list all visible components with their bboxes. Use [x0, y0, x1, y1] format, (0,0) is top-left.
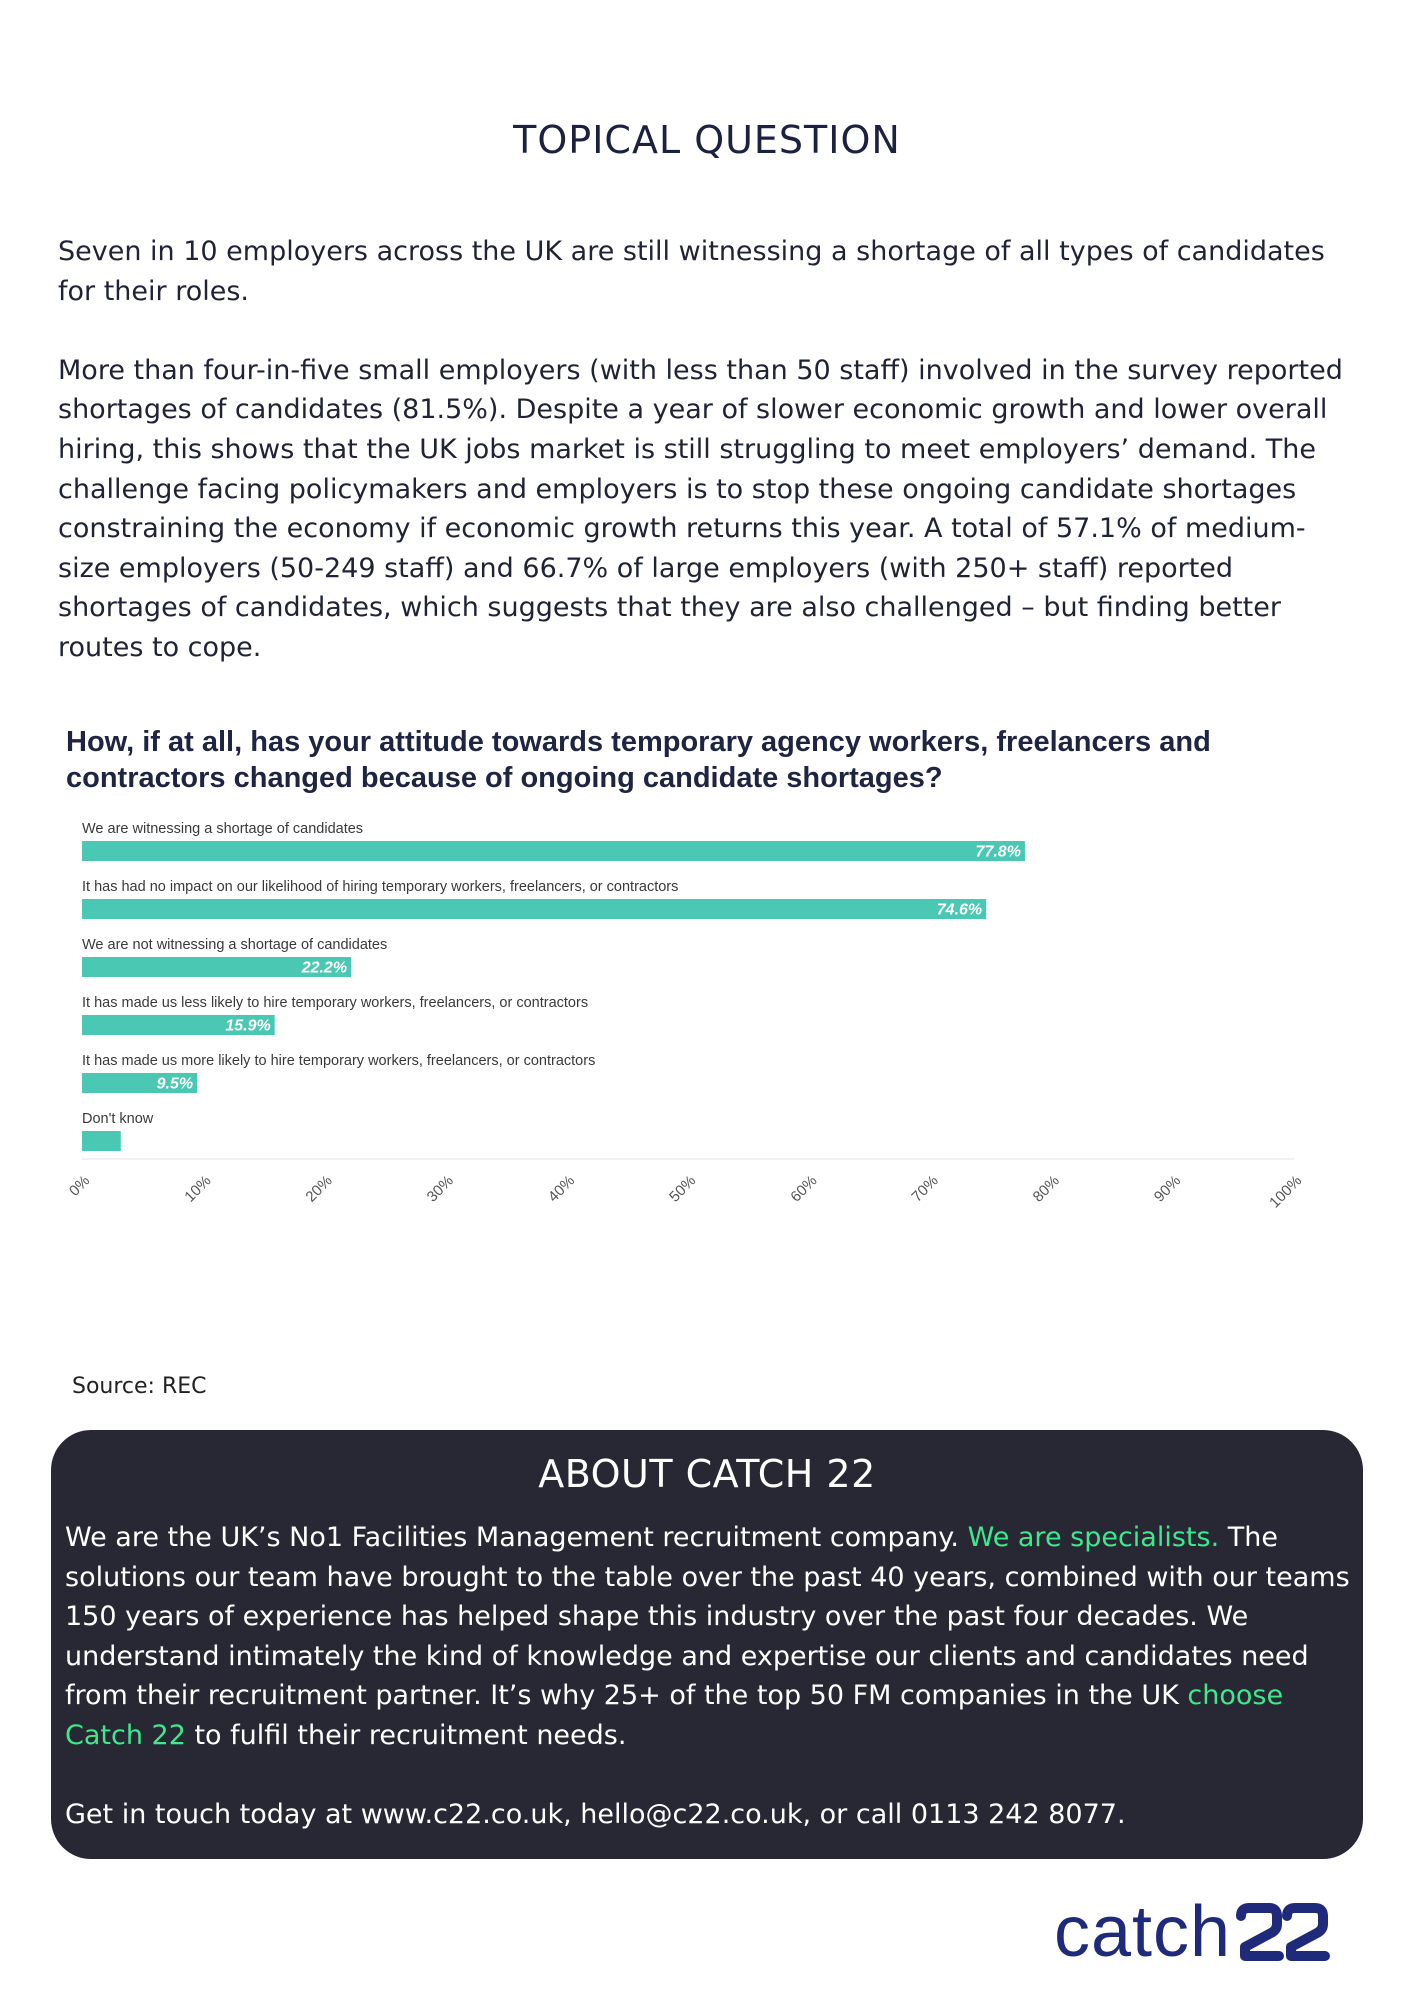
x-tick-label: 50% — [666, 1172, 700, 1206]
bar — [82, 899, 986, 919]
category-label: We are not witnessing a shortage of candidates — [82, 937, 388, 953]
about-body — [65, 1518, 1355, 1874]
x-tick-label: 60% — [787, 1172, 821, 1206]
x-tick-label: 90% — [1150, 1172, 1185, 1206]
about-text-3: to fulfil their recruitment needs. — [185, 1719, 627, 1751]
data-label: 74.6% — [936, 901, 983, 919]
data-label: 22.2% — [301, 959, 348, 977]
about-title: ABOUT CATCH 22 — [538, 1452, 876, 1496]
x-tick-label: 100% — [1266, 1172, 1306, 1212]
chart-title: How, if at all, has your attitude towards temporary agency workers, freelancers and contractors changed because of ongoing candidate shortages? — [66, 726, 1211, 794]
logo-22-mark — [1235, 1902, 1331, 1962]
x-tick-label: 10% — [181, 1172, 215, 1206]
category-label: It has made us more likely to hire temporary workers, freelancers, or contractors — [82, 1053, 596, 1069]
x-tick-label: 70% — [908, 1172, 942, 1206]
about-paragraph-2: Get in touch today at www.c22.co.uk, hello@c22.co.uk, or call 0113 242 8077. — [65, 1799, 1126, 1831]
category-label: We are witnessing a shortage of candidates — [82, 821, 364, 837]
x-tick-label: 80% — [1029, 1172, 1063, 1206]
about-paragraph-1 — [65, 1518, 1355, 1756]
bar-chart — [50, 815, 1310, 1245]
intro-paragraph-2: More than four-in-five small employers (with less than 50 staff) involved in the survey reported shortages of candidates (81.5%). Despite a year of slower economic growth and lower overall hiring, this shows that the UK jobs market is still struggling to meet employers’ demand. The challenge facing policymakers and employers is to stop these ongoing candidate shortages constraining the economy if economic growth returns this year. A total of 57.1% of medium-size employers (50-249 staff) and 66.7% of large employers (with 250+ staff) reported shortages of candidates, which suggests that they are also challenged – but finding better routes to cope. — [58, 354, 1343, 663]
source-note: Source: REC — [72, 1374, 207, 1399]
data-label: 77.8% — [975, 843, 1021, 861]
x-tick-label: 20% — [302, 1172, 336, 1206]
category-label: It has had no impact on our likelihood of hiring temporary workers, freelancers, or contractors — [82, 879, 679, 895]
category-label: It has made us less likely to hire temporary workers, freelancers, or contractors — [82, 995, 589, 1011]
bar — [82, 841, 1025, 861]
intro-paragraph-1: Seven in 10 employers across the UK are still witnessing a shortage of all types of candidates for their roles. — [58, 236, 1325, 307]
data-label: 15.9% — [225, 1017, 271, 1035]
about-text-1: We are the UK’s No1 Facilities Management recruitment company. — [65, 1522, 968, 1553]
category-label: Don't know — [82, 1111, 154, 1127]
bar — [82, 1131, 121, 1151]
x-tick-label: 30% — [423, 1172, 457, 1206]
about-highlight-choose: choose Catch 22 — [65, 1680, 1284, 1751]
x-tick-label: 40% — [544, 1172, 579, 1206]
logo-word: catch — [1054, 1892, 1232, 1972]
page-heading: TOPICAL QUESTION — [513, 118, 901, 162]
intro-text — [58, 232, 1358, 707]
about-panel — [51, 1430, 1363, 1859]
catch22-logo — [1054, 1892, 1331, 1972]
data-label: 9.5% — [156, 1075, 194, 1093]
about-text-2: The solutions our team have brought to the table over the past 40 years, combined with our teams 150 years of experience has helped shape this industry over the past four decades. We understand intimately the kind of knowledge and expertise our clients and candidates need from their recruitment partner. It’s why 25+ of the top 50 FM companies in the UK — [65, 1522, 1350, 1712]
x-tick-label: 0% — [65, 1172, 94, 1200]
about-highlight-specialists: We are specialists. — [967, 1522, 1220, 1553]
